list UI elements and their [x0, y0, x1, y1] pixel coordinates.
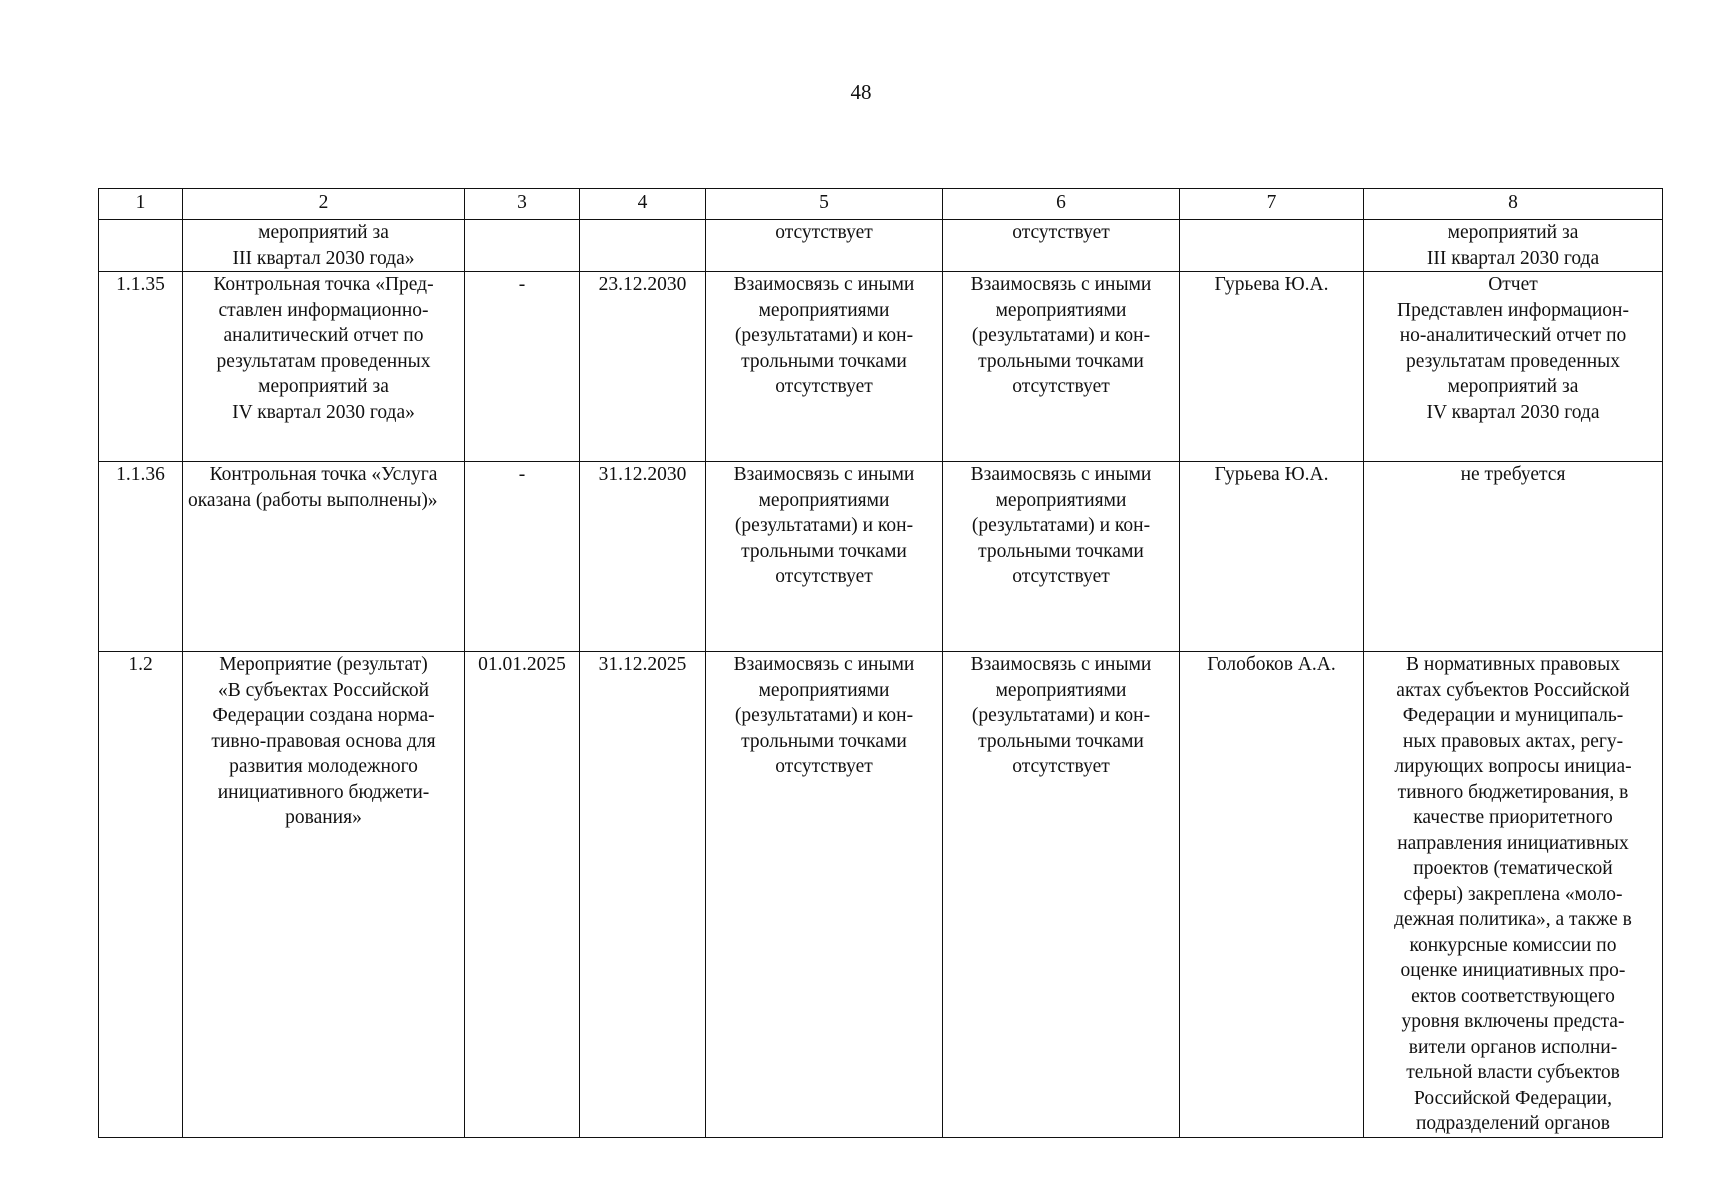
text-line: ставлен информационно- — [218, 299, 429, 321]
activity-name: Контрольная точка «Услуга оказана (работы выполнены)» — [183, 462, 465, 652]
text-line: мероприятиями — [995, 679, 1127, 701]
table-row — [99, 652, 1663, 1138]
related-activities — [706, 462, 943, 652]
text-line: трольными точками — [978, 730, 1144, 752]
responsible-person: Гурьева Ю.А. — [1180, 272, 1364, 462]
column-number-row — [99, 189, 1663, 220]
text-line: (результатами) и кон- — [971, 325, 1151, 346]
table-row — [99, 220, 1663, 272]
text-line: мероприятиями — [758, 679, 890, 701]
activity-name — [183, 652, 465, 1138]
text-line: (результатами) и кон- — [734, 515, 914, 536]
result-description — [1364, 462, 1663, 652]
text-line: трольными точками — [978, 540, 1144, 562]
end-date: 31.12.2025 — [580, 652, 706, 1138]
text-line: отсутствует — [775, 222, 873, 243]
text-line: мероприятиями — [758, 299, 890, 321]
start-date: 01.01.2025 — [465, 652, 580, 1138]
column-number: 7 — [1180, 189, 1364, 220]
text-line: (результатами) и кон- — [971, 705, 1151, 726]
column-number: 6 — [943, 189, 1180, 220]
text-line: лирующих вопросы инициа- — [1394, 756, 1632, 777]
table-row — [99, 272, 1663, 462]
text-line: актах субъектов Российской — [1396, 679, 1630, 701]
text-line: (результатами) и кон- — [734, 325, 914, 346]
responsible-person: Голобоков А.А. — [1180, 652, 1364, 1138]
related-activities — [943, 220, 1180, 272]
row-number: 1.1.36 — [99, 462, 183, 652]
row-number: 1.1.35 — [99, 272, 183, 462]
start-date: - — [465, 462, 580, 652]
text-line: результатам проведенных — [216, 350, 431, 372]
row-number: 1.2 — [99, 652, 183, 1138]
column-number: 8 — [1364, 189, 1663, 220]
page-number: 48 — [850, 80, 872, 104]
text-line: IV квартал 2030 года — [1426, 401, 1600, 423]
text-line: (результатами) и кон- — [734, 705, 914, 726]
text-line: Взаимосвязь с иными — [733, 464, 915, 485]
text-line: вители органов исполни- — [1408, 1036, 1618, 1058]
result-description — [1364, 272, 1663, 462]
text-line: дежная политика», а также в — [1394, 909, 1632, 930]
text-line: отсутствует — [775, 566, 873, 587]
text-line: трольными точками — [978, 350, 1144, 372]
text-line: III квартал 2030 года — [1426, 247, 1600, 269]
text-line: развития молодежного — [229, 756, 418, 777]
text-line: Мероприятие (результат) — [219, 654, 428, 675]
text-line: трольными точками — [741, 350, 907, 372]
text-line: аналитический отчет по — [223, 325, 424, 346]
start-date: - — [465, 272, 580, 462]
text-line: отсутствует — [1012, 756, 1110, 777]
text-line: отсутствует — [1012, 376, 1110, 397]
text-line: уровня включены предста- — [1401, 1011, 1625, 1032]
end-date: 23.12.2030 — [580, 272, 706, 462]
text-line: мероприятиями — [758, 489, 890, 511]
text-line: (результатами) и кон- — [971, 515, 1151, 536]
table-row — [99, 462, 1663, 652]
row-number — [99, 220, 183, 272]
related-activities — [706, 272, 943, 462]
text-line: отсутствует — [1012, 222, 1110, 243]
text-line: Федерации создана норма- — [212, 705, 435, 726]
activity-name — [183, 272, 465, 462]
text-line: Взаимосвязь с иными — [970, 274, 1152, 295]
end-date: 31.12.2030 — [580, 462, 706, 652]
text-line: рования» — [285, 807, 362, 828]
text-line: мероприятиями — [995, 489, 1127, 511]
text-line: тивно-правовая основа для — [211, 730, 436, 752]
column-number: 3 — [465, 189, 580, 220]
related-activities — [943, 652, 1180, 1138]
result-description — [1364, 220, 1663, 272]
text-line: оценке инициативных про- — [1400, 960, 1626, 981]
text-line: Федерации и муниципаль- — [1402, 705, 1624, 726]
text-line: трольными точками — [741, 730, 907, 752]
column-number: 4 — [580, 189, 706, 220]
text-line: Взаимосвязь с иными — [733, 654, 915, 675]
text-line: Российской Федерации, — [1414, 1087, 1612, 1109]
text-line: мероприятиями — [995, 299, 1127, 321]
text-line: ектов соответствующего — [1411, 985, 1615, 1007]
responsible-person: Гурьева Ю.А. — [1180, 462, 1364, 652]
related-activities — [943, 462, 1180, 652]
text-line: тельной власти субъектов — [1406, 1062, 1620, 1083]
text-line: Взаимосвязь с иными — [733, 274, 915, 295]
text-line: Отчет — [1488, 274, 1538, 295]
related-activities — [943, 272, 1180, 462]
activity-name — [183, 220, 465, 272]
text-line: Взаимосвязь с иными — [970, 464, 1152, 485]
text-line: IV квартал 2030 года» — [232, 401, 415, 423]
text-line: подразделений органов — [1416, 1113, 1610, 1134]
text-line: проектов (тематической — [1413, 858, 1613, 879]
text-line: мероприятий за — [258, 376, 389, 397]
text-line: Контрольная точка «Пред- — [213, 274, 434, 295]
activities-table — [98, 188, 1663, 1138]
text-line: отсутствует — [775, 756, 873, 777]
text-line: отсутствует — [1012, 566, 1110, 587]
text-line: но-аналитический отчет по — [1399, 325, 1627, 346]
text-line: качестве приоритетного — [1413, 807, 1613, 828]
end-date — [580, 220, 706, 272]
text-line: Представлен информацион- — [1397, 299, 1629, 321]
text-line: Взаимосвязь с иными — [970, 654, 1152, 675]
column-number: 1 — [99, 189, 183, 220]
text-line: не требуется — [1460, 464, 1566, 485]
text-line: тивного бюджетирования, в — [1397, 781, 1629, 803]
text-line: «В субъектах Российской — [217, 679, 430, 701]
text-line: отсутствует — [775, 376, 873, 397]
related-activities — [706, 220, 943, 272]
text-line: конкурсные комиссии по — [1409, 934, 1617, 956]
text-line: мероприятий за — [258, 222, 389, 243]
text-line: сферы) закреплена «моло- — [1403, 883, 1623, 905]
text-line: результатам проведенных — [1406, 350, 1620, 372]
start-date — [465, 220, 580, 272]
column-number: 5 — [706, 189, 943, 220]
text-line: В нормативных правовых — [1406, 654, 1620, 675]
responsible-person — [1180, 220, 1364, 272]
result-description — [1364, 652, 1663, 1138]
text-line: ных правовых актах, регу- — [1402, 730, 1624, 752]
text-line: мероприятий за — [1447, 376, 1579, 397]
text-line: III квартал 2030 года» — [232, 247, 415, 269]
related-activities — [706, 652, 943, 1138]
text-line: инициативного бюджети- — [217, 781, 430, 803]
column-number: 2 — [183, 189, 465, 220]
text-line: трольными точками — [741, 540, 907, 562]
text-line: направления инициативных — [1397, 832, 1629, 854]
text-line: мероприятий за — [1447, 222, 1579, 243]
